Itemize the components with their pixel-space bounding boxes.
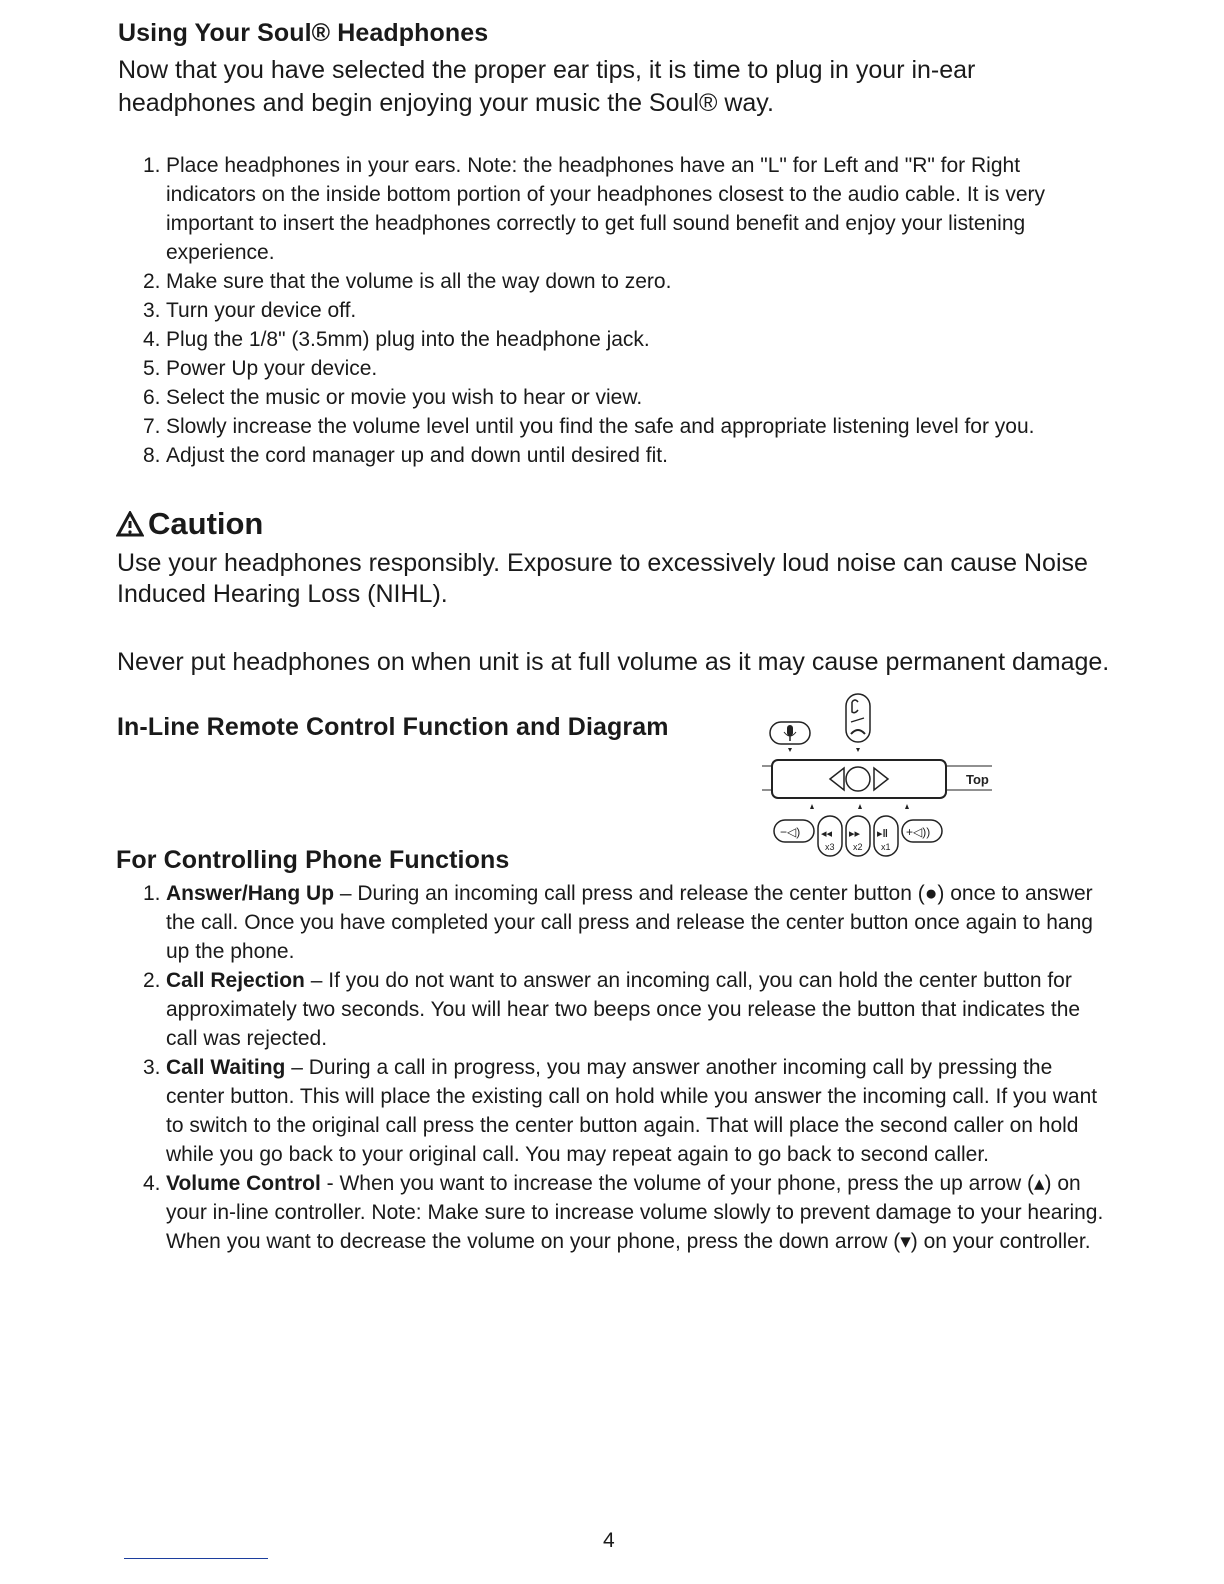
page-number: 4: [603, 1529, 615, 1552]
section-title-using-headphones: Using Your Soul® Headphones: [118, 19, 489, 47]
svg-text:x2: x2: [853, 842, 863, 852]
svg-text:▸‖: ▸‖: [877, 828, 888, 840]
caution-heading: [116, 506, 263, 542]
footer-divider: [124, 1558, 268, 1559]
list-item: 4. Volume Control - When you want to increase the volume of your phone, press the up arrow (▴) on your in-line controller. Note: Make sure to increase volume slowly to prevent damage to your hearing. When you want to decrease the volume on your phone, press the down arrow (▾) on your controller.: [143, 1172, 1104, 1253]
list-item: 5. Power Up your device.: [143, 357, 378, 380]
setup-steps-list: [118, 151, 1108, 470]
remote-section-title: In-Line Remote Control Function and Diagram: [117, 713, 669, 741]
caution-paragraph: Use your headphones responsibly. Exposure to excessively loud noise can cause Noise Induced Hearing Loss (NIHL).: [117, 549, 1088, 608]
phone-icon: [846, 694, 870, 752]
list-item: 2. Call Rejection – If you do not want to answer an incoming call, you can hold the center button for approximately two seconds. You will hear two beeps once you release the button that indicates the call was rejected.: [143, 969, 1081, 1050]
remote-diagram: [760, 688, 1000, 860]
microphone-icon: [770, 722, 810, 752]
phone-functions-title: For Controlling Phone Functions: [116, 846, 510, 874]
top-label: Top: [966, 772, 989, 787]
list-item: 1. Place headphones in your ears. Note: the headphones have an "L" for Left and "R" for Right indicators on the inside bottom portion of your headphones closest to the audio cable. It is very important to insert the headphones correctly to get full sound benefit and enjoy your listening experience.: [143, 154, 1046, 264]
list-item: 8. Adjust the cord manager up and down until desired fit.: [143, 444, 668, 467]
svg-text:x1: x1: [881, 842, 891, 852]
caution-warning-paragraph: Never put headphones on when unit is at full volume as it may cause permanent damage.: [117, 648, 1110, 676]
list-item: 3. Call Waiting – During a call in progress, you may answer another incoming call by pressing the center button. This will place the existing call on hold while you answer the incoming call. If you want to switch to the original call press the center button again. That will place the second caller on hold while you go back to your original call. You may repeat again to go back to second caller.: [143, 1056, 1098, 1166]
caution-title: Caution: [148, 506, 264, 541]
svg-text:+◁)): +◁)): [906, 825, 931, 839]
svg-text:−◁): −◁): [780, 825, 801, 839]
svg-text:x3: x3: [825, 842, 835, 852]
left-arrow-button: [830, 768, 844, 790]
intro-paragraph: Now that you have selected the proper ear tips, it is time to plug in your in-ear headphones and begin enjoying your music the Soul® way.: [118, 56, 976, 117]
list-item: 7. Slowly increase the volume level until you find the safe and appropriate listening level for you.: [143, 415, 1035, 438]
phone-functions-list: [118, 879, 1110, 1256]
svg-text:▸▸: ▸▸: [849, 828, 861, 840]
list-item: 1. Answer/Hang Up – During an incoming call press and release the center button (●) once to answer the call. Once you have completed your call press and release the center button once again to hang up the phone.: [143, 882, 1093, 963]
svg-text:◂◂: ◂◂: [821, 828, 833, 840]
warning-triangle-icon: [116, 511, 144, 537]
list-item: 4. Plug the 1/8" (3.5mm) plug into the headphone jack.: [143, 328, 650, 351]
list-item: 2. Make sure that the volume is all the way down to zero.: [143, 270, 672, 293]
center-button: [846, 767, 870, 791]
list-item: 3. Turn your device off.: [143, 299, 357, 322]
list-item: 6. Select the music or movie you wish to hear or view.: [143, 386, 643, 409]
remote-body: [772, 760, 946, 798]
right-arrow-button: [874, 768, 888, 790]
